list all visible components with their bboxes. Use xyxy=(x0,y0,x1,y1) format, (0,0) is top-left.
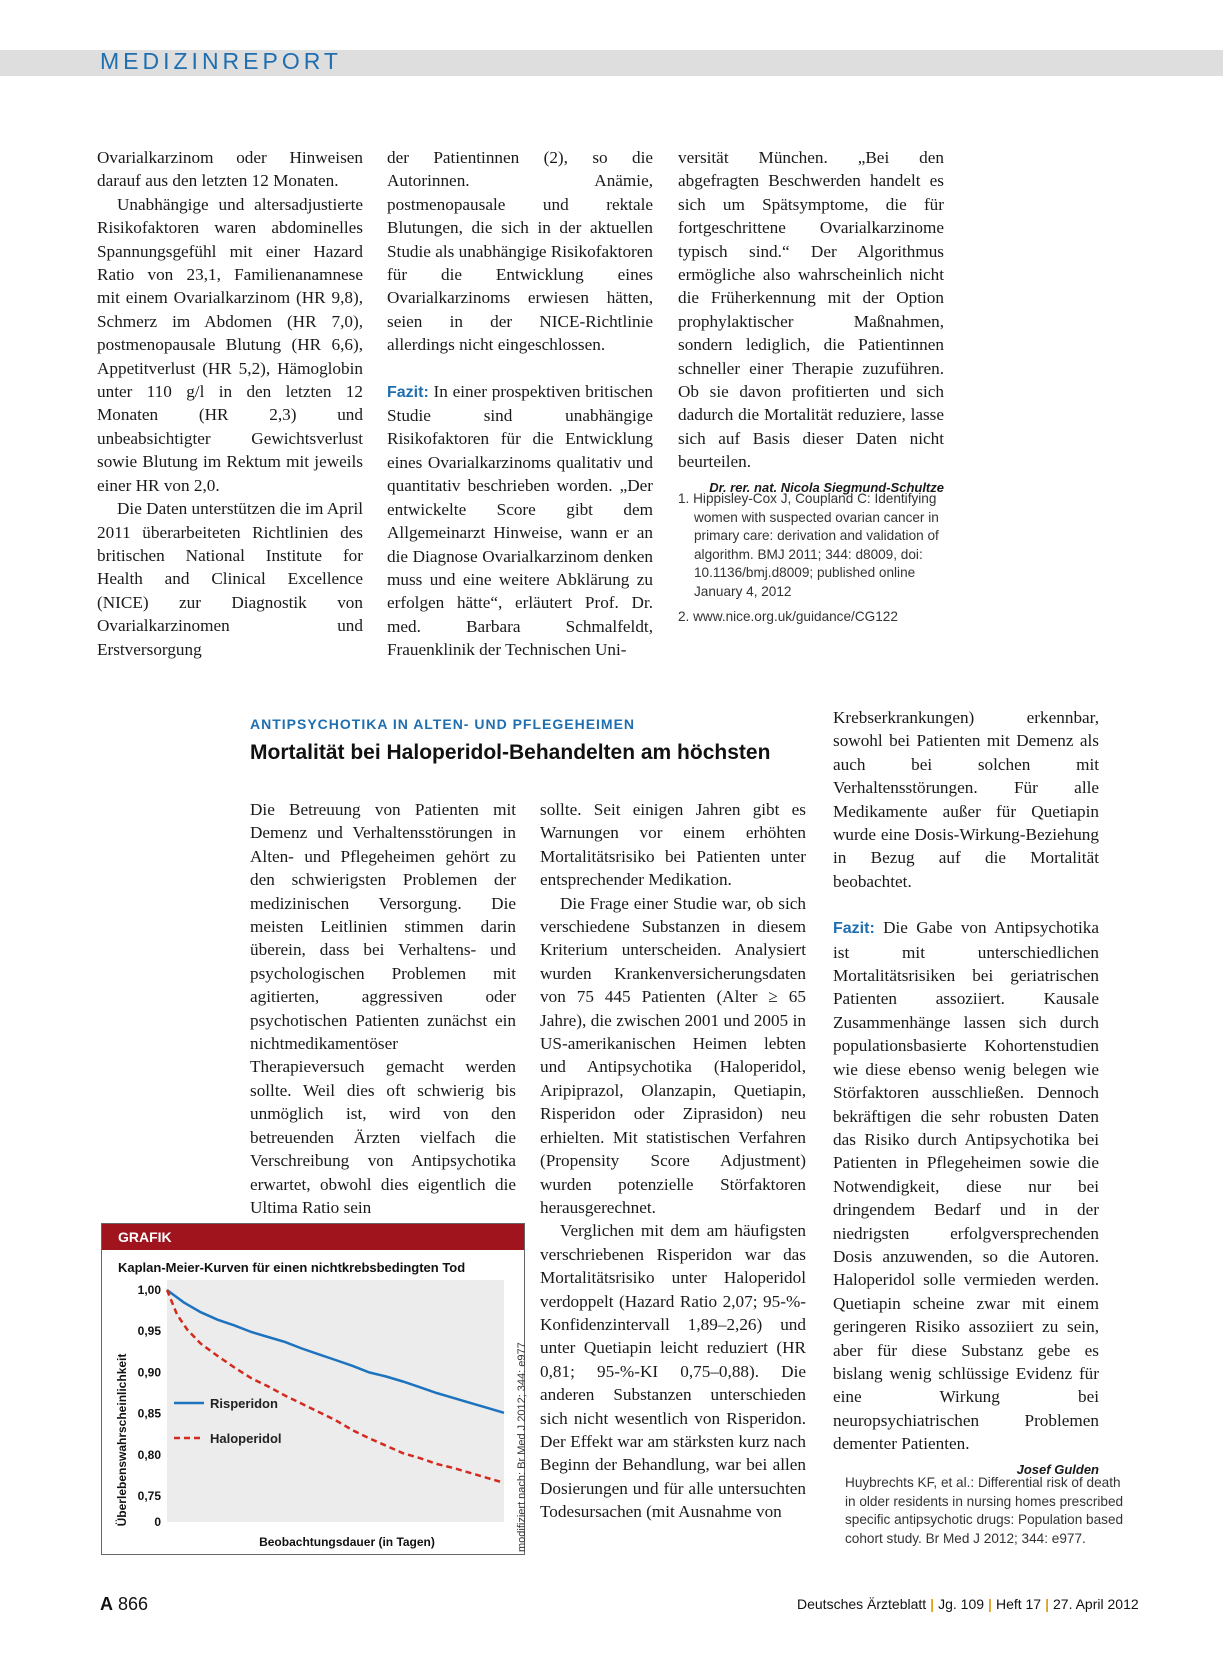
article2-column-3 xyxy=(833,706,1099,1481)
fazit-paragraph xyxy=(387,380,653,662)
paragraph: Verglichen mit dem am häufigsten verschriebenen Risperidon war das Mortalitätsrisiko unter Haloperidol verdoppelt (Hazard Ratio 2,07; 95-%-Konfidenzintervall 1,89–2,26) und unter Quetiapin leicht reduziert (HR 0,81; 95-%-KI 0,75–0,88). Die anderen Substanzen unterschieden sich nicht wesentlich von Risperidon. Der Effekt war am stärksten kurz nach Beginn der Behandlung, war bei allen Dosierungen und für alle untersuchten Todesursachen (mit Ausnahme von xyxy=(540,1221,806,1522)
graphic-label: GRAFIK xyxy=(102,1224,524,1250)
article1-column-2 xyxy=(387,146,653,662)
article1-column-3 xyxy=(678,146,944,499)
author: Dr. rer. nat. Nicola Siegmund-Schultze xyxy=(709,479,944,495)
page-number-value: 866 xyxy=(118,1594,149,1614)
article1-column-1 xyxy=(97,146,363,661)
legend-label: Haloperidol xyxy=(210,1431,282,1446)
references xyxy=(678,490,948,632)
fazit-text: In einer prospektiven britischen Studie sind unabhängige Risikofaktoren für die Entwicklung eines Ovarialkarzinoms qualitativ und quantitativ beschrieben worden. „Der entwickelte Score gibt dem Allgemeinarzt Hinweise, wann er an die Diagnose Ovarialkarzinom denken muss und eine weitere Abklärung zu erfolgen hätte“, erläutert Prof. Dr. med. Barbara Schmalfeldt, Frauenklinik der Technischen Uni- xyxy=(387,381,653,660)
y-tick-label: 0,95 xyxy=(137,1324,161,1339)
fazit-paragraph xyxy=(833,916,1099,1455)
y-tick-label: 1,00 xyxy=(137,1283,161,1297)
paragraph: Die Betreuung von Patienten mit Demenz und Verhaltensstörungen in Alten- und Pflegeheimen gehört zu den schwierigsten Problemen der medizinischen Versorgung. Die meisten Leitlinien stimmen darin überein, dass bei Verhaltens- und psychologischen Problemen mit agitierten, aggressiven oder psychotischen Patienten zunächst ein nichtmedikamentöser Therapieversuch gemacht werden sollte. Weil dies oft schwierig bis unmöglich ist, wird von den betreuenden Ärzten vielfach die Verschreibung von Antipsychotika erwartet, obwohl dies eigentlich die Ultima Ratio sein xyxy=(250,800,516,1217)
graphic-box xyxy=(101,1223,525,1555)
y-tick-label: 0,85 xyxy=(137,1406,161,1421)
article2-reference: Huybrechts KF, et al.: Differential risk of death in older residents in nursing homes prescribed specific antipsychotic drugs: Population based cohort study. Br Med J 2012; 344: e977. xyxy=(845,1475,1124,1546)
chart-title: Kaplan-Meier-Kurven für einen nichtkrebsbedingten Tod xyxy=(118,1260,466,1275)
y-tick-labels xyxy=(138,1283,162,1529)
journal-name: Deutsches Ärzteblatt xyxy=(797,1596,927,1612)
page-number xyxy=(100,1594,148,1615)
section-title: MEDIZINREPORT xyxy=(100,48,342,74)
author: Josef Gulden xyxy=(1016,1461,1099,1477)
chart-y-axis-label: Überlebenswahrscheinlichkeit xyxy=(115,1353,129,1527)
article2-column-2 xyxy=(540,798,806,1524)
y-tick-label: 0 xyxy=(154,1515,161,1529)
kaplan-meier-chart xyxy=(102,1250,524,1554)
legend-label: Risperidon xyxy=(210,1396,278,1411)
reference-1: 1. Hippisley-Cox J, Coupland C: Identifying women with suspected ovarian cancer in primary care: derivation and validation of algorithm. BMJ 2011; 344: d8009, doi: 10.1136/bmj.d8009; published online January 4, 2012 xyxy=(678,491,939,599)
paragraph: sollte. Seit einigen Jahren gibt es Warnungen vor einem erhöhten Mortalitätsrisiko bei Patienten unter entsprechender Medikation. xyxy=(540,800,806,890)
graphic-source: modifiziert nach: Br Med J 2012; 344: e977 xyxy=(516,1342,528,1552)
paragraph: Ovarialkarzinom oder Hinweisen darauf aus den letzten 12 Monaten. xyxy=(97,148,363,191)
paragraph: Krebserkrankungen) erkennbar, sowohl bei Patienten mit Demenz als auch bei solchen mit Verhaltensstörungen. Für alle Medikamente außer für Quetiapin wurde eine Dosis-Wirkung-Beziehung in Bezug auf die Mortalität beobachtet. xyxy=(833,708,1099,891)
journal-date: 27. April 2012 xyxy=(1053,1596,1139,1612)
article2-column-1 xyxy=(250,798,516,1219)
journal-info: Deutsches Ärzteblatt | Jg. 109 | Heft 17 | 27. April 2012 xyxy=(797,1596,1139,1612)
y-tick-label: 0,90 xyxy=(137,1365,161,1380)
article-kicker: ANTIPSYCHOTIKA IN ALTEN- UND PFLEGEHEIMEN xyxy=(250,716,636,732)
paragraph: Die Frage einer Studie war, ob sich verschiedene Substanzen in diesem Kriterium unterscheiden. Analysiert wurden Krankenversicherungsdaten von 75 445 Patienten (Alter ≥ 65 Jahre), die zwischen 2001 und 2005 in US-amerikanischen Heimen lebten und Antipsychotika (Haloperidol, Aripiprazol, Olanzapin, Quetiapin, Risperidon oder Ziprasidon) neu erhielten. Mit statistischen Verfahren (Propensity Score Adjustment) wurden potenzielle Störfaktoren herausgerechnet. xyxy=(540,893,806,1217)
journal-volume: Jg. 109 xyxy=(938,1596,985,1612)
fazit-label: Fazit: xyxy=(833,920,875,938)
reference-2: 2. www.nice.org.uk/guidance/CG122 xyxy=(678,608,898,624)
paragraph: Die Daten unterstützen die im April 2011 überarbeiteten Richtlinien des britischen National Institute for Health and Clinical Excellence (NICE) zur Diagnostik von Ovarialkarzinomen und Erstversorgung xyxy=(97,499,363,659)
y-tick-label: 0,75 xyxy=(137,1489,161,1503)
y-tick-label: 0,80 xyxy=(137,1447,161,1462)
fazit-label: Fazit: xyxy=(387,383,429,401)
article-headline: Mortalität bei Haloperidol-Behandelten am höchsten xyxy=(250,741,771,764)
journal-issue: Heft 17 xyxy=(995,1596,1042,1612)
page-prefix: A xyxy=(100,1594,113,1614)
chart-x-axis-label: Beobachtungsdauer (in Tagen) xyxy=(259,1535,435,1549)
paragraph: der Patientinnen (2), so die Autorinnen. Anämie, postmenopausale und rektale Blutungen, die sich in der aktuellen Studie als unabhängige Risikofaktoren für die Entwicklung eines Ovarialkarzinoms erwiesen hätten, seien in der NICE-Richtlinie allerdings nicht eingeschlossen. xyxy=(387,148,653,355)
paragraph: Unabhängige und altersadjustierte Risikofaktoren waren abdominelles Spannungsgefühl mit einer Hazard Ratio von 23,1, Familienanamnese mit einem Ovarialkarzinom (HR 9,8), Schmerz im Abdomen (HR 7,0), postmenopausale Blutung (HR 6,6), Appetitverlust (HR 5,2), Hämoglobin unter 110 g/l in den letzten 12 Monaten (HR 2,3) und unbeabsichtigter Gewichtsverlust sowie Blutung im Rektum mit jeweils einer HR von 2,0. xyxy=(97,194,363,495)
paragraph: versität München. „Bei den abgefragten Beschwerden handelt es sich um Spätsymptome, die für fortgeschrittene Ovarialkarzinome typisch sind.“ Der Algorithmus ermögliche also wahrscheinlich nicht die Früherkennung mit der Option prophylaktischer Maßnahmen, sondern lediglich, die Patientinnen schneller einer Therapie zuzuführen. Ob sie davon profitierten und sich dadurch die Mortalität reduziere, lasse sich auf Basis dieser Daten nicht beurteilen. xyxy=(678,148,944,472)
fazit-text: Die Gabe von Antipsychotika ist mit unterschiedlichen Mortalitätsrisiken bei geriatrischen Patienten assoziiert. Kausale Zusammenhänge lassen sich durch populationsbasierte Kohortenstudien wie diese ebenso wenig belegen wie Störfaktoren ausschließen. Dennoch bekräftigen die sehr robusten Daten das Risiko durch Antipsychotika bei Patienten in Pflegeheimen sowie die Notwendigkeit, diese nur bei dringendem Bedarf und in der niedrigsten erfolgversprechenden Dosis anzuwenden, so die Autoren. Haloperidol solle vermieden werden. Quetiapin scheine zwar mit einem geringeren Risiko assoziiert zu sein, aber für diese Substanz gebe es bislang wenig schlüssige Evidenz für eine Wirkung bei neuropsychiatrischen Problemen dementer Patienten. xyxy=(833,918,1100,1454)
